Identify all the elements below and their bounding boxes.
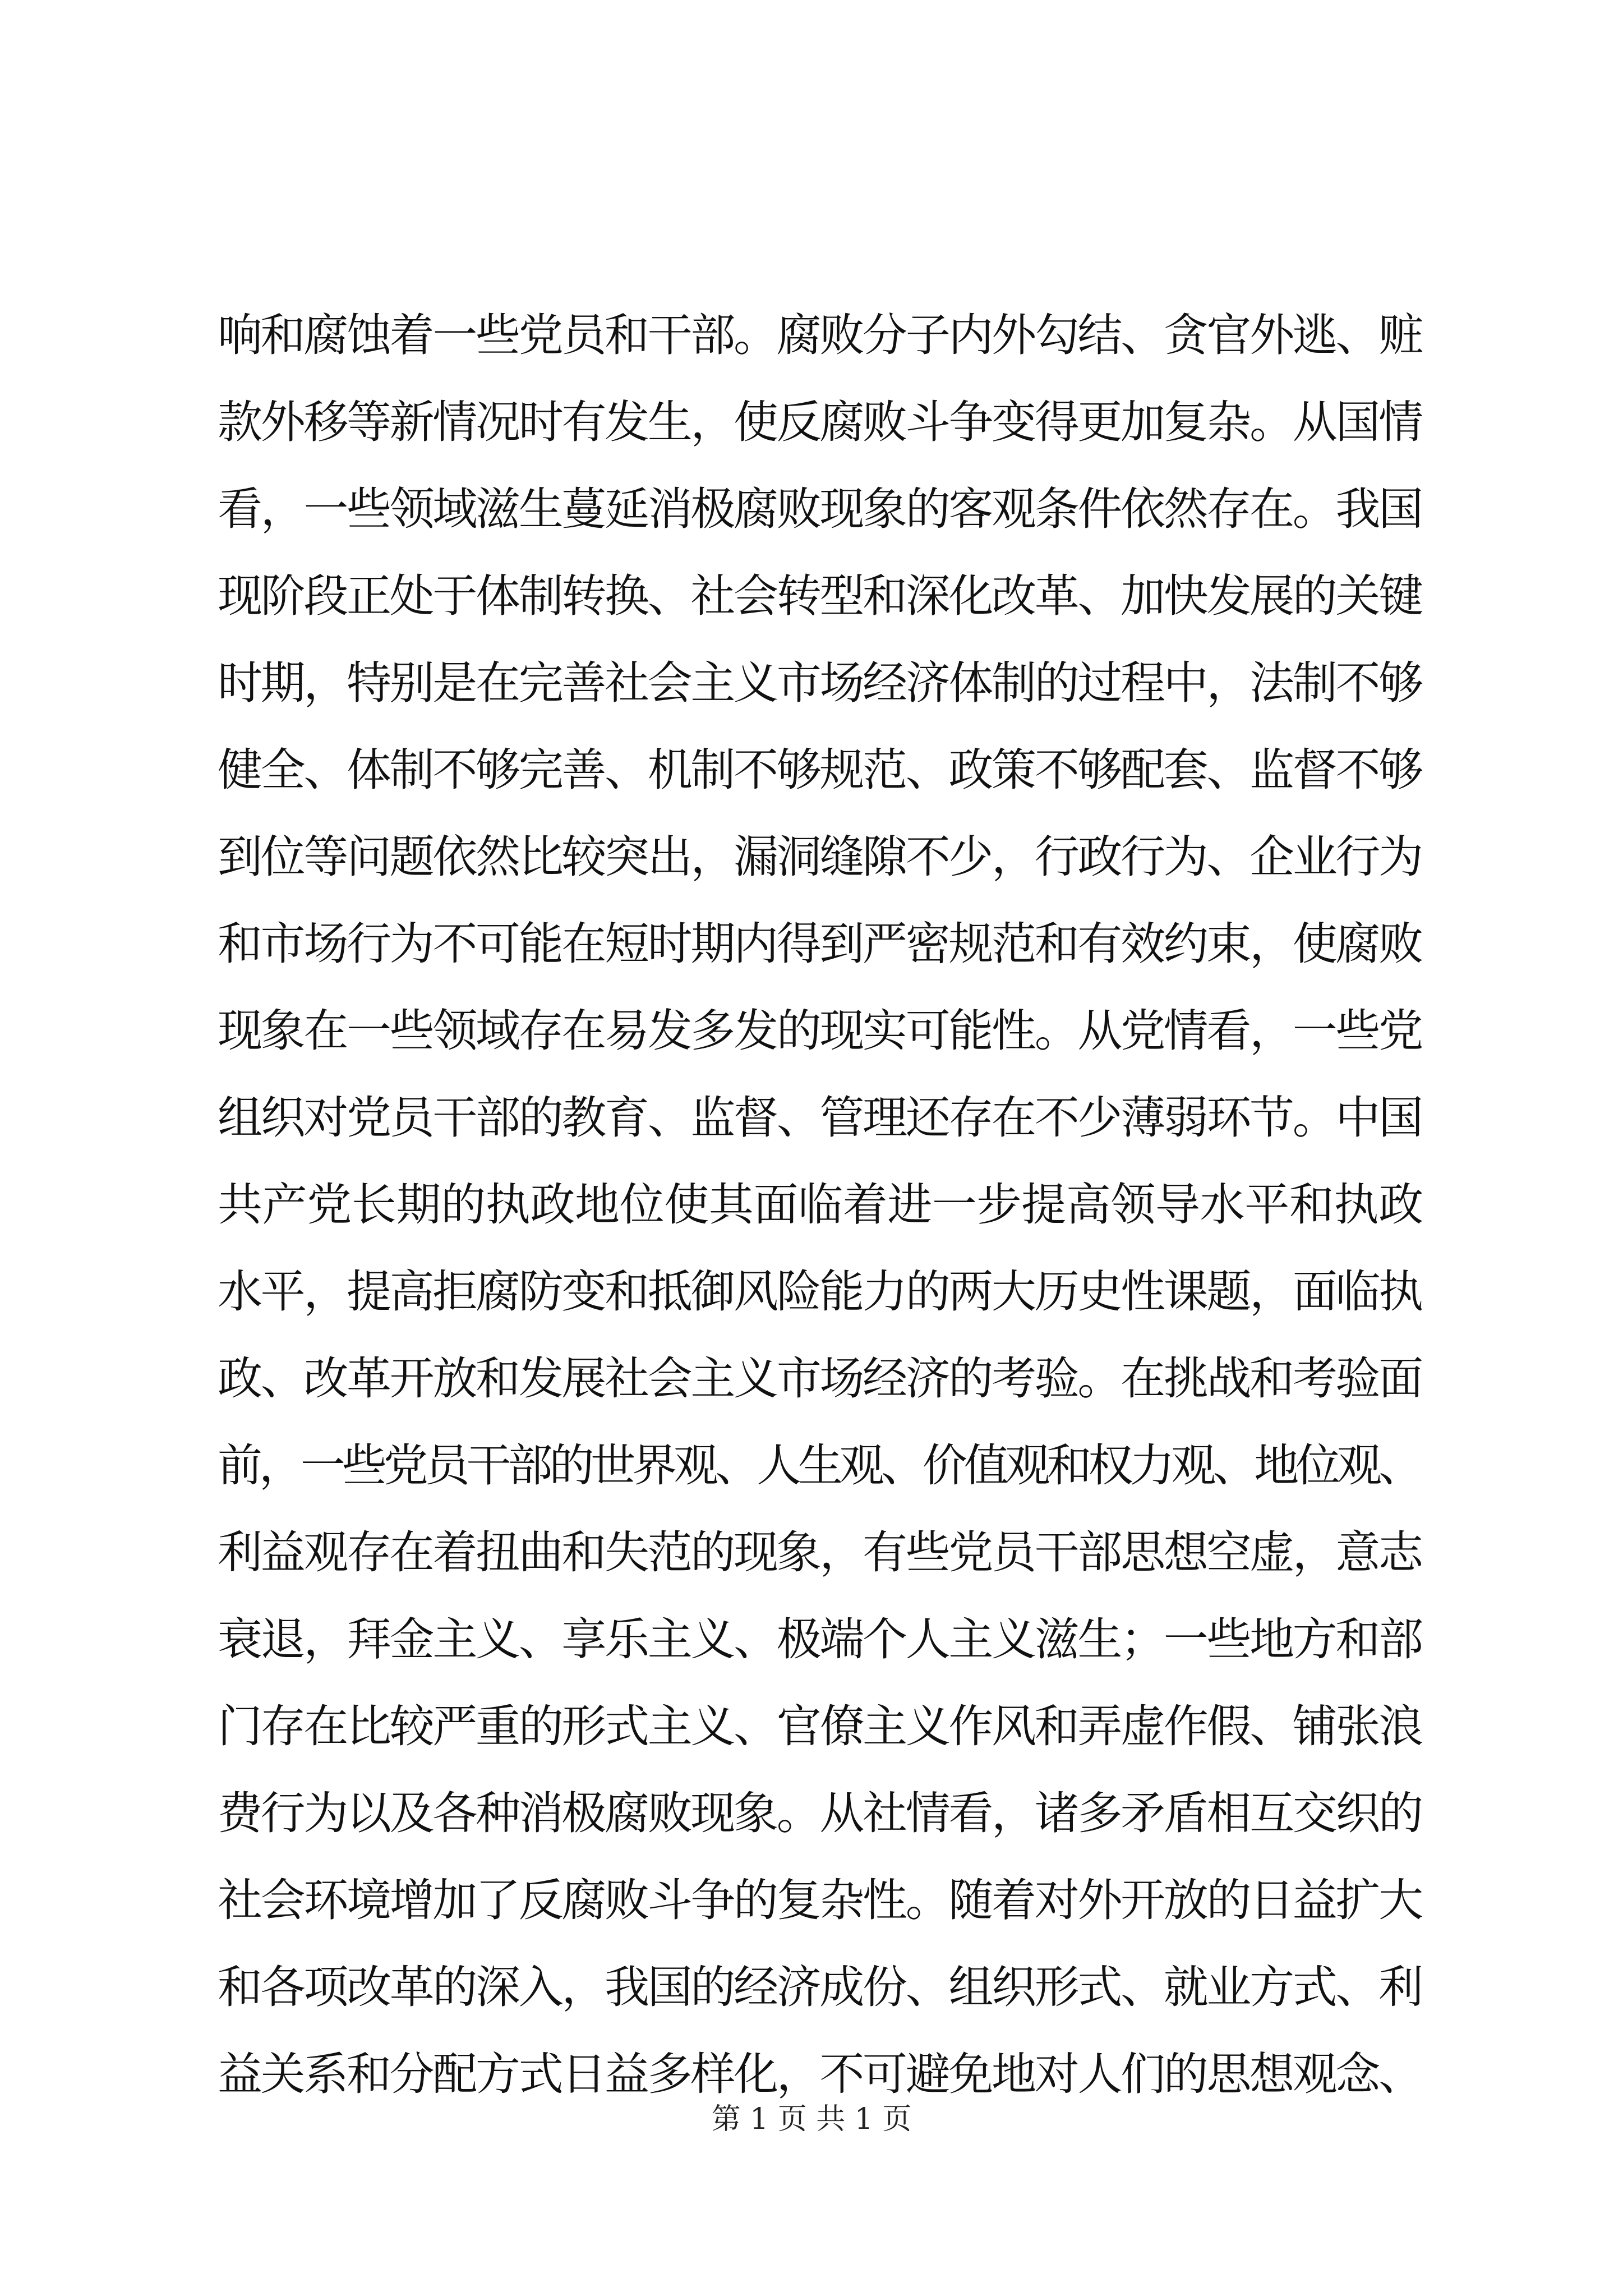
- text-line: 现阶段正处于体制转换、社会转型和深化改革、加快发展的关键: [218, 570, 1422, 622]
- text-line: 社会环境增加了反腐败斗争的复杂性。随着对外开放的日益扩大: [218, 1874, 1422, 1926]
- text-line: 时期，特别是在完善社会主义市场经济体制的过程中，法制不够: [218, 657, 1422, 709]
- text-line: 看，一些领域滋生蔓延消极腐败现象的客观条件依然存在。我国: [218, 483, 1422, 535]
- text-line: 费行为以及各种消极腐败现象。从社情看，诸多矛盾相互交织的: [218, 1787, 1422, 1839]
- text-line: 响和腐蚀着一些党员和干部。腐败分子内外勾结、贪官外逃、赃: [218, 309, 1422, 361]
- text-line: 和各项改革的深入，我国的经济成份、组织形式、就业方式、利: [218, 1961, 1422, 2013]
- text-line: 衰退，拜金主义、享乐主义、极端个人主义滋生；一些地方和部: [218, 1613, 1422, 1665]
- body-text: [218, 292, 1423, 2118]
- text-line: 益关系和分配方式日益多样化，不可避免地对人们的思想观念、: [218, 2048, 1422, 2100]
- text-line: 政、改革开放和发展社会主义市场经济的考验。在挑战和考验面: [218, 1352, 1422, 1405]
- text-line: 组织对党员干部的教育、监督、管理还存在不少薄弱环节。中国: [218, 1092, 1422, 1144]
- text-line: 和市场行为不可能在短时期内得到严密规范和有效约束，使腐败: [218, 918, 1422, 970]
- text-line: 现象在一些领域存在易发多发的现实可能性。从党情看，一些党: [218, 1005, 1422, 1057]
- text-line: 门存在比较严重的形式主义、官僚主义作风和弄虚作假、铺张浪: [218, 1700, 1422, 1752]
- text-line: 利益观存在着扭曲和失范的现象，有些党员干部思想空虚，意志: [218, 1526, 1422, 1579]
- text-line: 共产党长期的执政地位使其面临着进一步提高领导水平和执政: [218, 1179, 1423, 1231]
- text-line: 前，一些党员干部的世界观、人生观、价值观和权力观、地位观、: [218, 1439, 1420, 1492]
- page-footer: 第 1 页 共 1 页: [711, 2102, 912, 2136]
- text-line: 到位等问题依然比较突出，漏洞缝隙不少，行政行为、企业行为: [218, 831, 1422, 883]
- text-line: 款外移等新情况时有发生，使反腐败斗争变得更加复杂。从国情: [218, 396, 1422, 448]
- text-line: 水平，提高拒腐防变和抵御风险能力的两大历史性课题，面临执: [218, 1266, 1422, 1318]
- text-line: 健全、体制不够完善、机制不够规范、政策不够配套、监督不够: [218, 744, 1422, 796]
